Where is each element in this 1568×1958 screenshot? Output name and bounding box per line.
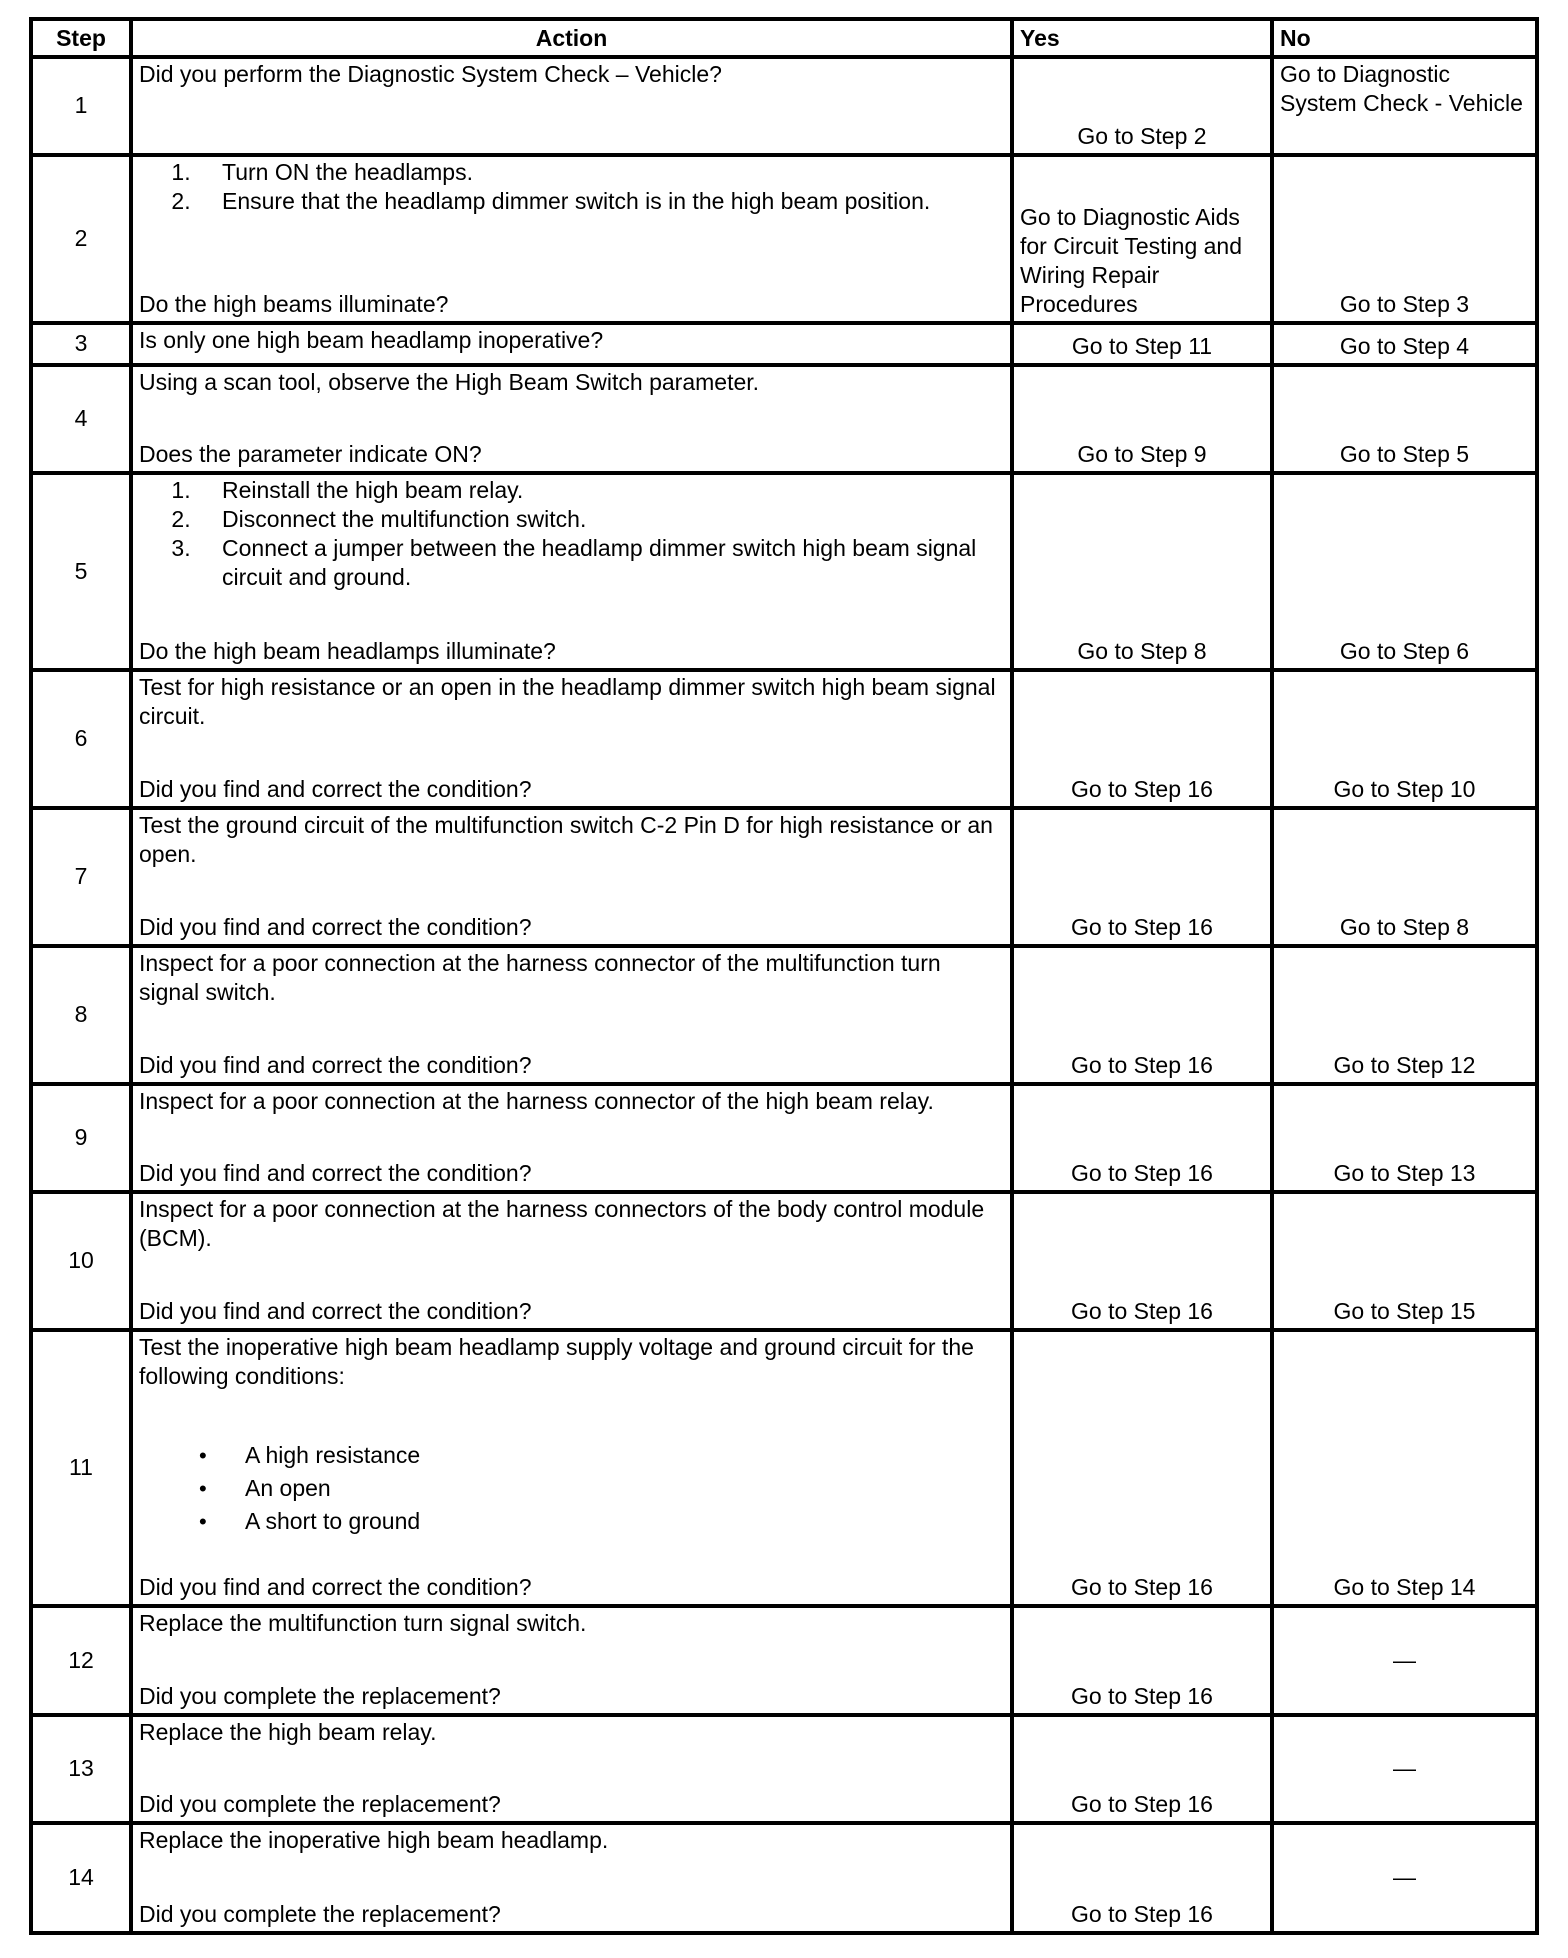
diagnostic-table <box>29 17 1539 1935</box>
action-content <box>139 673 1004 804</box>
no-cell: Go to Step 8 <box>1272 808 1537 946</box>
action-text: Inspect for a poor connection at the harness connectors of the body control module (BCM). <box>139 1196 985 1251</box>
list-item: • An open <box>197 1472 1004 1505</box>
table-row <box>31 473 1537 670</box>
action-question: Did you find and correct the condition? <box>139 1298 532 1324</box>
action-text: Replace the inoperative high beam headlamp. <box>139 1827 609 1853</box>
no-cell: Go to Step 10 <box>1272 670 1537 808</box>
no-cell: — <box>1272 1606 1537 1715</box>
step-number: 10 <box>31 1192 131 1330</box>
table-row <box>31 1192 1537 1330</box>
yes-cell: Go to Step 16 <box>1012 1330 1272 1606</box>
yes-cell: Go to Step 16 <box>1012 1192 1272 1330</box>
step-number: 14 <box>31 1823 131 1933</box>
action-question: Did you perform the Diagnostic System Check – Vehicle? <box>139 61 722 87</box>
table-row <box>31 1330 1537 1606</box>
action-cell <box>131 155 1012 323</box>
no-cell: Go to Diagnostic System Check - Vehicle <box>1272 57 1537 155</box>
table-row <box>31 1823 1537 1933</box>
step-number: 11 <box>31 1330 131 1606</box>
action-question: Do the high beam headlamps illuminate? <box>139 638 556 664</box>
action-question: Did you find and correct the condition? <box>139 914 532 940</box>
list-item: • A short to ground <box>197 1505 1004 1538</box>
action-question: Did you find and correct the condition? <box>139 1052 532 1078</box>
yes-cell: Go to Step 8 <box>1012 473 1272 670</box>
yes-cell: Go to Step 16 <box>1012 670 1272 808</box>
action-question: Did you find and correct the condition? <box>139 1574 532 1600</box>
no-cell: Go to Step 4 <box>1272 323 1537 365</box>
action-text: Replace the high beam relay. <box>139 1719 437 1745</box>
no-cell: Go to Step 6 <box>1272 473 1537 670</box>
action-cell <box>131 1823 1012 1933</box>
action-question: Did you find and correct the condition? <box>139 776 532 802</box>
yes-cell: Go to Step 16 <box>1012 946 1272 1084</box>
yes-cell: Go to Step 2 <box>1012 57 1272 155</box>
action-content <box>139 949 1004 1080</box>
table-row <box>31 365 1537 473</box>
step-number: 12 <box>31 1606 131 1715</box>
no-cell: Go to Step 12 <box>1272 946 1537 1084</box>
list-item: 1. Turn ON the headlamps. <box>197 158 1004 187</box>
action-content <box>139 1333 1004 1602</box>
list-item: 1. Reinstall the high beam relay. <box>197 476 1004 505</box>
action-question: Did you find and correct the condition? <box>139 1160 532 1186</box>
step-number: 9 <box>31 1084 131 1192</box>
action-cell <box>131 1606 1012 1715</box>
list-item: 2. Disconnect the multifunction switch. <box>197 505 1004 534</box>
action-content <box>139 1195 1004 1326</box>
action-cell <box>131 946 1012 1084</box>
yes-cell: Go to Step 9 <box>1012 365 1272 473</box>
list-item: • A high resistance <box>197 1439 1004 1472</box>
table-row <box>31 155 1537 323</box>
action-content <box>139 1826 1004 1929</box>
action-content <box>139 1609 1004 1711</box>
table-row <box>31 1606 1537 1715</box>
action-text: Test the ground circuit of the multifunction switch C-2 Pin D for high resistance or an open. <box>139 812 993 867</box>
action-content <box>139 1718 1004 1819</box>
action-cell <box>131 323 1012 365</box>
action-question: Does the parameter indicate ON? <box>139 441 482 467</box>
step-number: 13 <box>31 1715 131 1823</box>
step-number: 5 <box>31 473 131 670</box>
step-number: 7 <box>31 808 131 946</box>
table-row <box>31 946 1537 1084</box>
yes-cell: Go to Step 16 <box>1012 1606 1272 1715</box>
header-action: Action <box>131 19 1012 57</box>
step-number: 4 <box>31 365 131 473</box>
action-question: Did you complete the replacement? <box>139 1901 501 1927</box>
step-number: 2 <box>31 155 131 323</box>
no-cell: Go to Step 5 <box>1272 365 1537 473</box>
table-row <box>31 323 1537 365</box>
action-cell <box>131 1084 1012 1192</box>
action-text: Test for high resistance or an open in the headlamp dimmer switch high beam signal circuit. <box>139 674 996 729</box>
action-cell <box>131 808 1012 946</box>
action-cell <box>131 1715 1012 1823</box>
header-row <box>31 19 1537 57</box>
action-content <box>139 811 1004 942</box>
action-text: Replace the multifunction turn signal switch. <box>139 1610 587 1636</box>
list-item: 3. Connect a jumper between the headlamp dimmer switch high beam signal circuit and ground. <box>197 534 1004 592</box>
action-question: Is only one high beam headlamp inoperative? <box>139 327 604 353</box>
header-step: Step <box>31 19 131 57</box>
no-cell: Go to Step 15 <box>1272 1192 1537 1330</box>
header-yes: Yes <box>1012 19 1272 57</box>
action-cell <box>131 670 1012 808</box>
action-text: Test the inoperative high beam headlamp supply voltage and ground circuit for the following conditions: <box>139 1334 974 1389</box>
table-row <box>31 57 1537 155</box>
action-cell <box>131 365 1012 473</box>
numbered-steps <box>139 476 1004 592</box>
table-row <box>31 1084 1537 1192</box>
action-cell <box>131 473 1012 670</box>
step-number: 3 <box>31 323 131 365</box>
action-content <box>139 368 1004 469</box>
yes-cell: Go to Step 16 <box>1012 808 1272 946</box>
action-content <box>139 158 1004 319</box>
action-text: Using a scan tool, observe the High Beam Switch parameter. <box>139 369 760 395</box>
yes-cell: Go to Step 16 <box>1012 1715 1272 1823</box>
action-content <box>139 476 1004 666</box>
numbered-steps <box>139 158 1004 216</box>
table-row <box>31 670 1537 808</box>
action-text: Inspect for a poor connection at the harness connector of the high beam relay. <box>139 1088 934 1114</box>
no-cell: Go to Step 3 <box>1272 155 1537 323</box>
step-number: 1 <box>31 57 131 155</box>
step-number: 8 <box>31 946 131 1084</box>
action-content <box>139 1087 1004 1188</box>
yes-cell: Go to Step 11 <box>1012 323 1272 365</box>
no-cell: — <box>1272 1715 1537 1823</box>
list-item: 2. Ensure that the headlamp dimmer switch is in the high beam position. <box>197 187 1004 216</box>
step-number: 6 <box>31 670 131 808</box>
action-question: Did you complete the replacement? <box>139 1791 501 1817</box>
bullet-list <box>139 1439 1004 1538</box>
table-row <box>31 808 1537 946</box>
action-cell <box>131 1330 1012 1606</box>
header-no: No <box>1272 19 1537 57</box>
no-cell: Go to Step 14 <box>1272 1330 1537 1606</box>
yes-cell: Go to Diagnostic Aids for Circuit Testing and Wiring Repair Procedures <box>1012 155 1272 323</box>
action-question: Did you complete the replacement? <box>139 1683 501 1709</box>
table-row <box>31 1715 1537 1823</box>
action-question: Do the high beams illuminate? <box>139 291 449 317</box>
action-cell <box>131 57 1012 155</box>
no-cell: Go to Step 13 <box>1272 1084 1537 1192</box>
yes-cell: Go to Step 16 <box>1012 1084 1272 1192</box>
action-text: Inspect for a poor connection at the harness connector of the multifunction turn signal switch. <box>139 950 941 1005</box>
no-cell: — <box>1272 1823 1537 1933</box>
action-cell <box>131 1192 1012 1330</box>
yes-cell: Go to Step 16 <box>1012 1823 1272 1933</box>
